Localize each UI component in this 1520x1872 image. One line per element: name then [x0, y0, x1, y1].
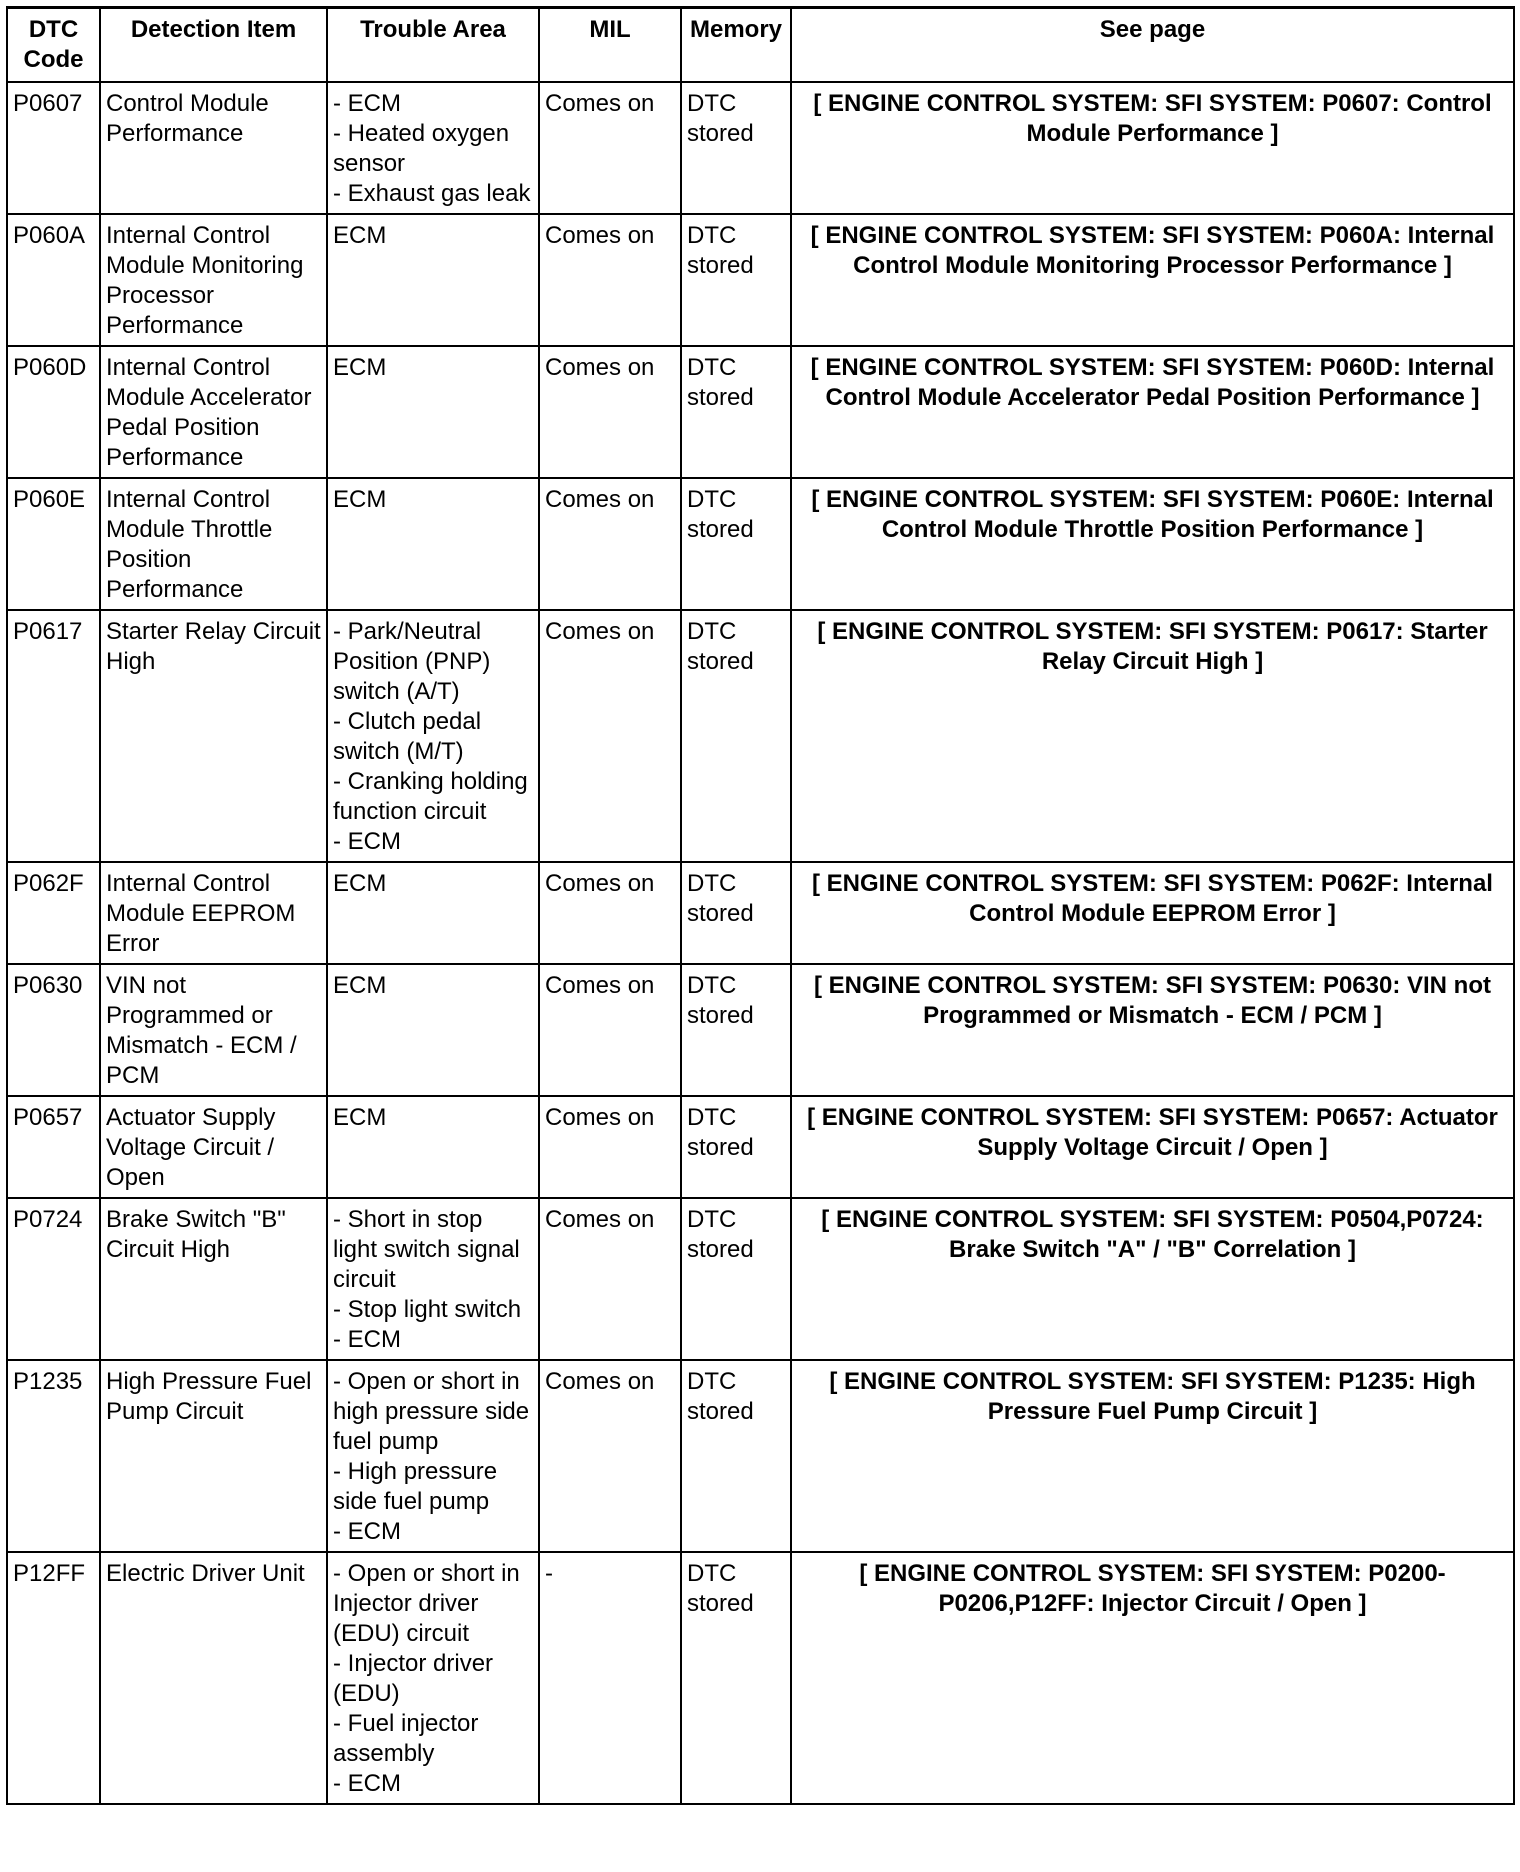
cell-detection-item: Internal Control Module Monitoring Processor Performance: [100, 214, 327, 346]
cell-see-page: [ ENGINE CONTROL SYSTEM: SFI SYSTEM: P062F: Internal Control Module EEPROM Error ]: [791, 862, 1514, 964]
trouble-area-line: ECM: [333, 486, 387, 513]
cell-trouble-area: [327, 964, 539, 1096]
header-dtc-code-line: DTC: [28, 16, 79, 43]
cell-mil: Comes on: [539, 214, 681, 346]
cell-detection-item: High Pressure Fuel Pump Circuit: [100, 1360, 327, 1552]
cell-see-page: [ ENGINE CONTROL SYSTEM: SFI SYSTEM: P0504,P0724: Brake Switch "A" / "B" Correlation ]: [791, 1198, 1514, 1360]
cell-memory: DTC stored: [681, 1552, 791, 1804]
cell-detection-item: VIN not Programmed or Mismatch - ECM / PCM: [100, 964, 327, 1096]
cell-detection-item: Actuator Supply Voltage Circuit / Open: [100, 1096, 327, 1198]
cell-mil: Comes on: [539, 964, 681, 1096]
header-see-page: See page: [791, 8, 1514, 83]
cell-dtc-code: P060A: [7, 214, 100, 346]
dtc-table-page: [6, 6, 1513, 1805]
table-row: [7, 214, 1514, 346]
cell-dtc-code: P0724: [7, 1198, 100, 1360]
trouble-area-line: - Short in stop light switch signal circuit: [333, 1206, 520, 1293]
cell-memory: DTC stored: [681, 964, 791, 1096]
cell-trouble-area: [327, 1198, 539, 1360]
cell-trouble-area: [327, 478, 539, 610]
trouble-area-line: - Injector driver (EDU): [333, 1650, 494, 1707]
cell-trouble-area: [327, 610, 539, 862]
cell-dtc-code: P0607: [7, 82, 100, 214]
cell-dtc-code: P1235: [7, 1360, 100, 1552]
cell-see-page: [ ENGINE CONTROL SYSTEM: SFI SYSTEM: P060D: Internal Control Module Accelerator Pedal Position Performance ]: [791, 346, 1514, 478]
cell-mil: Comes on: [539, 1096, 681, 1198]
trouble-area-line: - Cranking holding function circuit: [333, 768, 528, 825]
cell-trouble-area: [327, 1552, 539, 1804]
cell-trouble-area: [327, 214, 539, 346]
cell-see-page: [ ENGINE CONTROL SYSTEM: SFI SYSTEM: P1235: High Pressure Fuel Pump Circuit ]: [791, 1360, 1514, 1552]
header-mil: MIL: [539, 8, 681, 83]
cell-dtc-code: P060D: [7, 346, 100, 478]
cell-dtc-code: P12FF: [7, 1552, 100, 1804]
trouble-area-line: ECM: [333, 972, 387, 999]
table-row: [7, 964, 1514, 1096]
trouble-area-line: - Clutch pedal switch (M/T): [333, 708, 482, 765]
cell-trouble-area: [327, 1360, 539, 1552]
cell-dtc-code: P0617: [7, 610, 100, 862]
header-trouble-area: Trouble Area: [327, 8, 539, 83]
cell-detection-item: Internal Control Module Accelerator Pedal Position Performance: [100, 346, 327, 478]
cell-dtc-code: P060E: [7, 478, 100, 610]
cell-mil: -: [539, 1552, 681, 1804]
cell-detection-item: Brake Switch "B" Circuit High: [100, 1198, 327, 1360]
trouble-area-line: - ECM: [333, 1770, 401, 1797]
cell-see-page: [ ENGINE CONTROL SYSTEM: SFI SYSTEM: P060E: Internal Control Module Throttle Position Performance ]: [791, 478, 1514, 610]
cell-dtc-code: P0630: [7, 964, 100, 1096]
trouble-area-line: - Park/Neutral Position (PNP) switch (A/T): [333, 618, 491, 705]
cell-mil: Comes on: [539, 1198, 681, 1360]
cell-mil: Comes on: [539, 610, 681, 862]
cell-mil: Comes on: [539, 346, 681, 478]
cell-mil: Comes on: [539, 82, 681, 214]
table-row: [7, 610, 1514, 862]
cell-trouble-area: [327, 82, 539, 214]
table-row: [7, 1096, 1514, 1198]
trouble-area-line: - ECM: [333, 1518, 401, 1545]
cell-dtc-code: P0657: [7, 1096, 100, 1198]
table-row: [7, 862, 1514, 964]
dtc-table: [6, 6, 1515, 1805]
trouble-area-line: ECM: [333, 354, 387, 381]
table-header-row: [7, 8, 1514, 83]
table-row: [7, 478, 1514, 610]
trouble-area-line: - Heated oxygen sensor: [333, 120, 510, 177]
cell-mil: Comes on: [539, 862, 681, 964]
cell-see-page: [ ENGINE CONTROL SYSTEM: SFI SYSTEM: P0617: Starter Relay Circuit High ]: [791, 610, 1514, 862]
cell-memory: DTC stored: [681, 346, 791, 478]
header-dtc-code: [7, 8, 100, 83]
table-body: [7, 82, 1514, 1804]
cell-memory: DTC stored: [681, 610, 791, 862]
cell-see-page: [ ENGINE CONTROL SYSTEM: SFI SYSTEM: P0607: Control Module Performance ]: [791, 82, 1514, 214]
cell-detection-item: Internal Control Module EEPROM Error: [100, 862, 327, 964]
cell-memory: DTC stored: [681, 1360, 791, 1552]
trouble-area-line: - ECM: [333, 1326, 401, 1353]
header-detection-item: Detection Item: [100, 8, 327, 83]
trouble-area-line: - High pressure side fuel pump: [333, 1458, 498, 1515]
cell-trouble-area: [327, 346, 539, 478]
cell-memory: DTC stored: [681, 862, 791, 964]
cell-memory: DTC stored: [681, 1198, 791, 1360]
trouble-area-line: - Open or short in Injector driver (EDU) circuit: [333, 1560, 520, 1647]
table-row: [7, 346, 1514, 478]
cell-mil: Comes on: [539, 1360, 681, 1552]
cell-detection-item: Electric Driver Unit: [100, 1552, 327, 1804]
cell-detection-item: Starter Relay Circuit High: [100, 610, 327, 862]
cell-memory: DTC stored: [681, 478, 791, 610]
cell-trouble-area: [327, 862, 539, 964]
trouble-area-line: - ECM: [333, 828, 401, 855]
cell-dtc-code: P062F: [7, 862, 100, 964]
trouble-area-line: - Stop light switch: [333, 1296, 522, 1323]
table-row: [7, 1198, 1514, 1360]
table-row: [7, 1552, 1514, 1804]
trouble-area-line: ECM: [333, 222, 387, 249]
trouble-area-line: - Fuel injector assembly: [333, 1710, 479, 1767]
cell-see-page: [ ENGINE CONTROL SYSTEM: SFI SYSTEM: P0630: VIN not Programmed or Mismatch - ECM / PCM ]: [791, 964, 1514, 1096]
cell-trouble-area: [327, 1096, 539, 1198]
table-row: [7, 82, 1514, 214]
cell-detection-item: Internal Control Module Throttle Position Performance: [100, 478, 327, 610]
cell-see-page: [ ENGINE CONTROL SYSTEM: SFI SYSTEM: P0657: Actuator Supply Voltage Circuit / Open ]: [791, 1096, 1514, 1198]
trouble-area-line: - Open or short in high pressure side fuel pump: [333, 1368, 530, 1455]
trouble-area-line: - Exhaust gas leak: [333, 180, 531, 207]
cell-see-page: [ ENGINE CONTROL SYSTEM: SFI SYSTEM: P0200-P0206,P12FF: Injector Circuit / Open ]: [791, 1552, 1514, 1804]
cell-memory: DTC stored: [681, 214, 791, 346]
cell-memory: DTC stored: [681, 82, 791, 214]
cell-detection-item: Control Module Performance: [100, 82, 327, 214]
header-dtc-code-line: Code: [23, 46, 84, 73]
trouble-area-line: ECM: [333, 870, 387, 897]
trouble-area-line: - ECM: [333, 90, 401, 117]
header-memory: Memory: [681, 8, 791, 83]
cell-see-page: [ ENGINE CONTROL SYSTEM: SFI SYSTEM: P060A: Internal Control Module Monitoring Processor Performance ]: [791, 214, 1514, 346]
cell-mil: Comes on: [539, 478, 681, 610]
cell-memory: DTC stored: [681, 1096, 791, 1198]
table-row: [7, 1360, 1514, 1552]
trouble-area-line: ECM: [333, 1104, 387, 1131]
